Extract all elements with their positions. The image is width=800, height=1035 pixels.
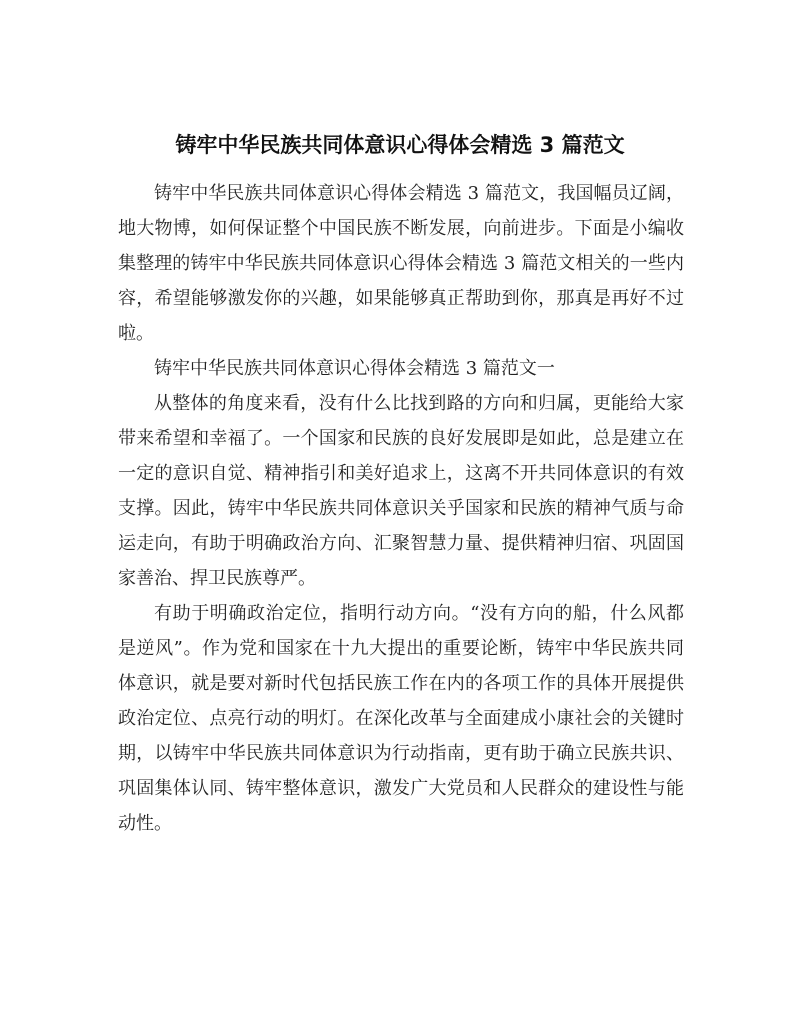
paragraph-intro: 铸牢中华民族共同体意识心得体会精选 3 篇范文，我国幅员辽阔，地大物博，如何保证整个中国民族不断发展，向前进步。下面是小编收集整理的铸牢中华民族共同体意识心得体会精选 3 篇范文相关的一些内容，希望能够激发你的兴趣，如果能够真正帮助到你，那真是再好不过啦。 (118, 183, 684, 344)
paragraph-political-direction: 有助于明确政治定位，指明行动方向。“没有方向的船，什么风都是逆风”。作为党和国家在十九大提出的重要论断，铸牢中华民族共同体意识，就是要对新时代包括民族工作在内的各项工作的具体开展提供政治定位、点亮行动的明灯。在深化改革与全面建成小康社会的关键时期，以铸牢中华民族共同体意识为行动指南，更有助于确立民族共识、巩固集体认同、铸牢整体意识，激发广大党员和人民群众的建设性与能动性。 (118, 603, 684, 834)
document-body (118, 176, 684, 841)
document-title: 铸牢中华民族共同体意识心得体会精选 3 篇范文 (175, 133, 625, 157)
paragraph-overview: 从整体的角度来看，没有什么比找到路的方向和归属，更能给大家带来希望和幸福了。一个国家和民族的良好发展即是如此，总是建立在一定的意识自觉、精神指引和美好追求上，这离不开共同体意识的有效支撑。因此，铸牢中华民族共同体意识关乎国家和民族的精神气质与命运走向，有助于明确政治方向、汇聚智慧力量、提供精神归宿、巩固国家善治、捍卫民族尊严。 (118, 393, 684, 589)
section-heading: 铸牢中华民族共同体意识心得体会精选 3 篇范文一 (154, 358, 555, 379)
